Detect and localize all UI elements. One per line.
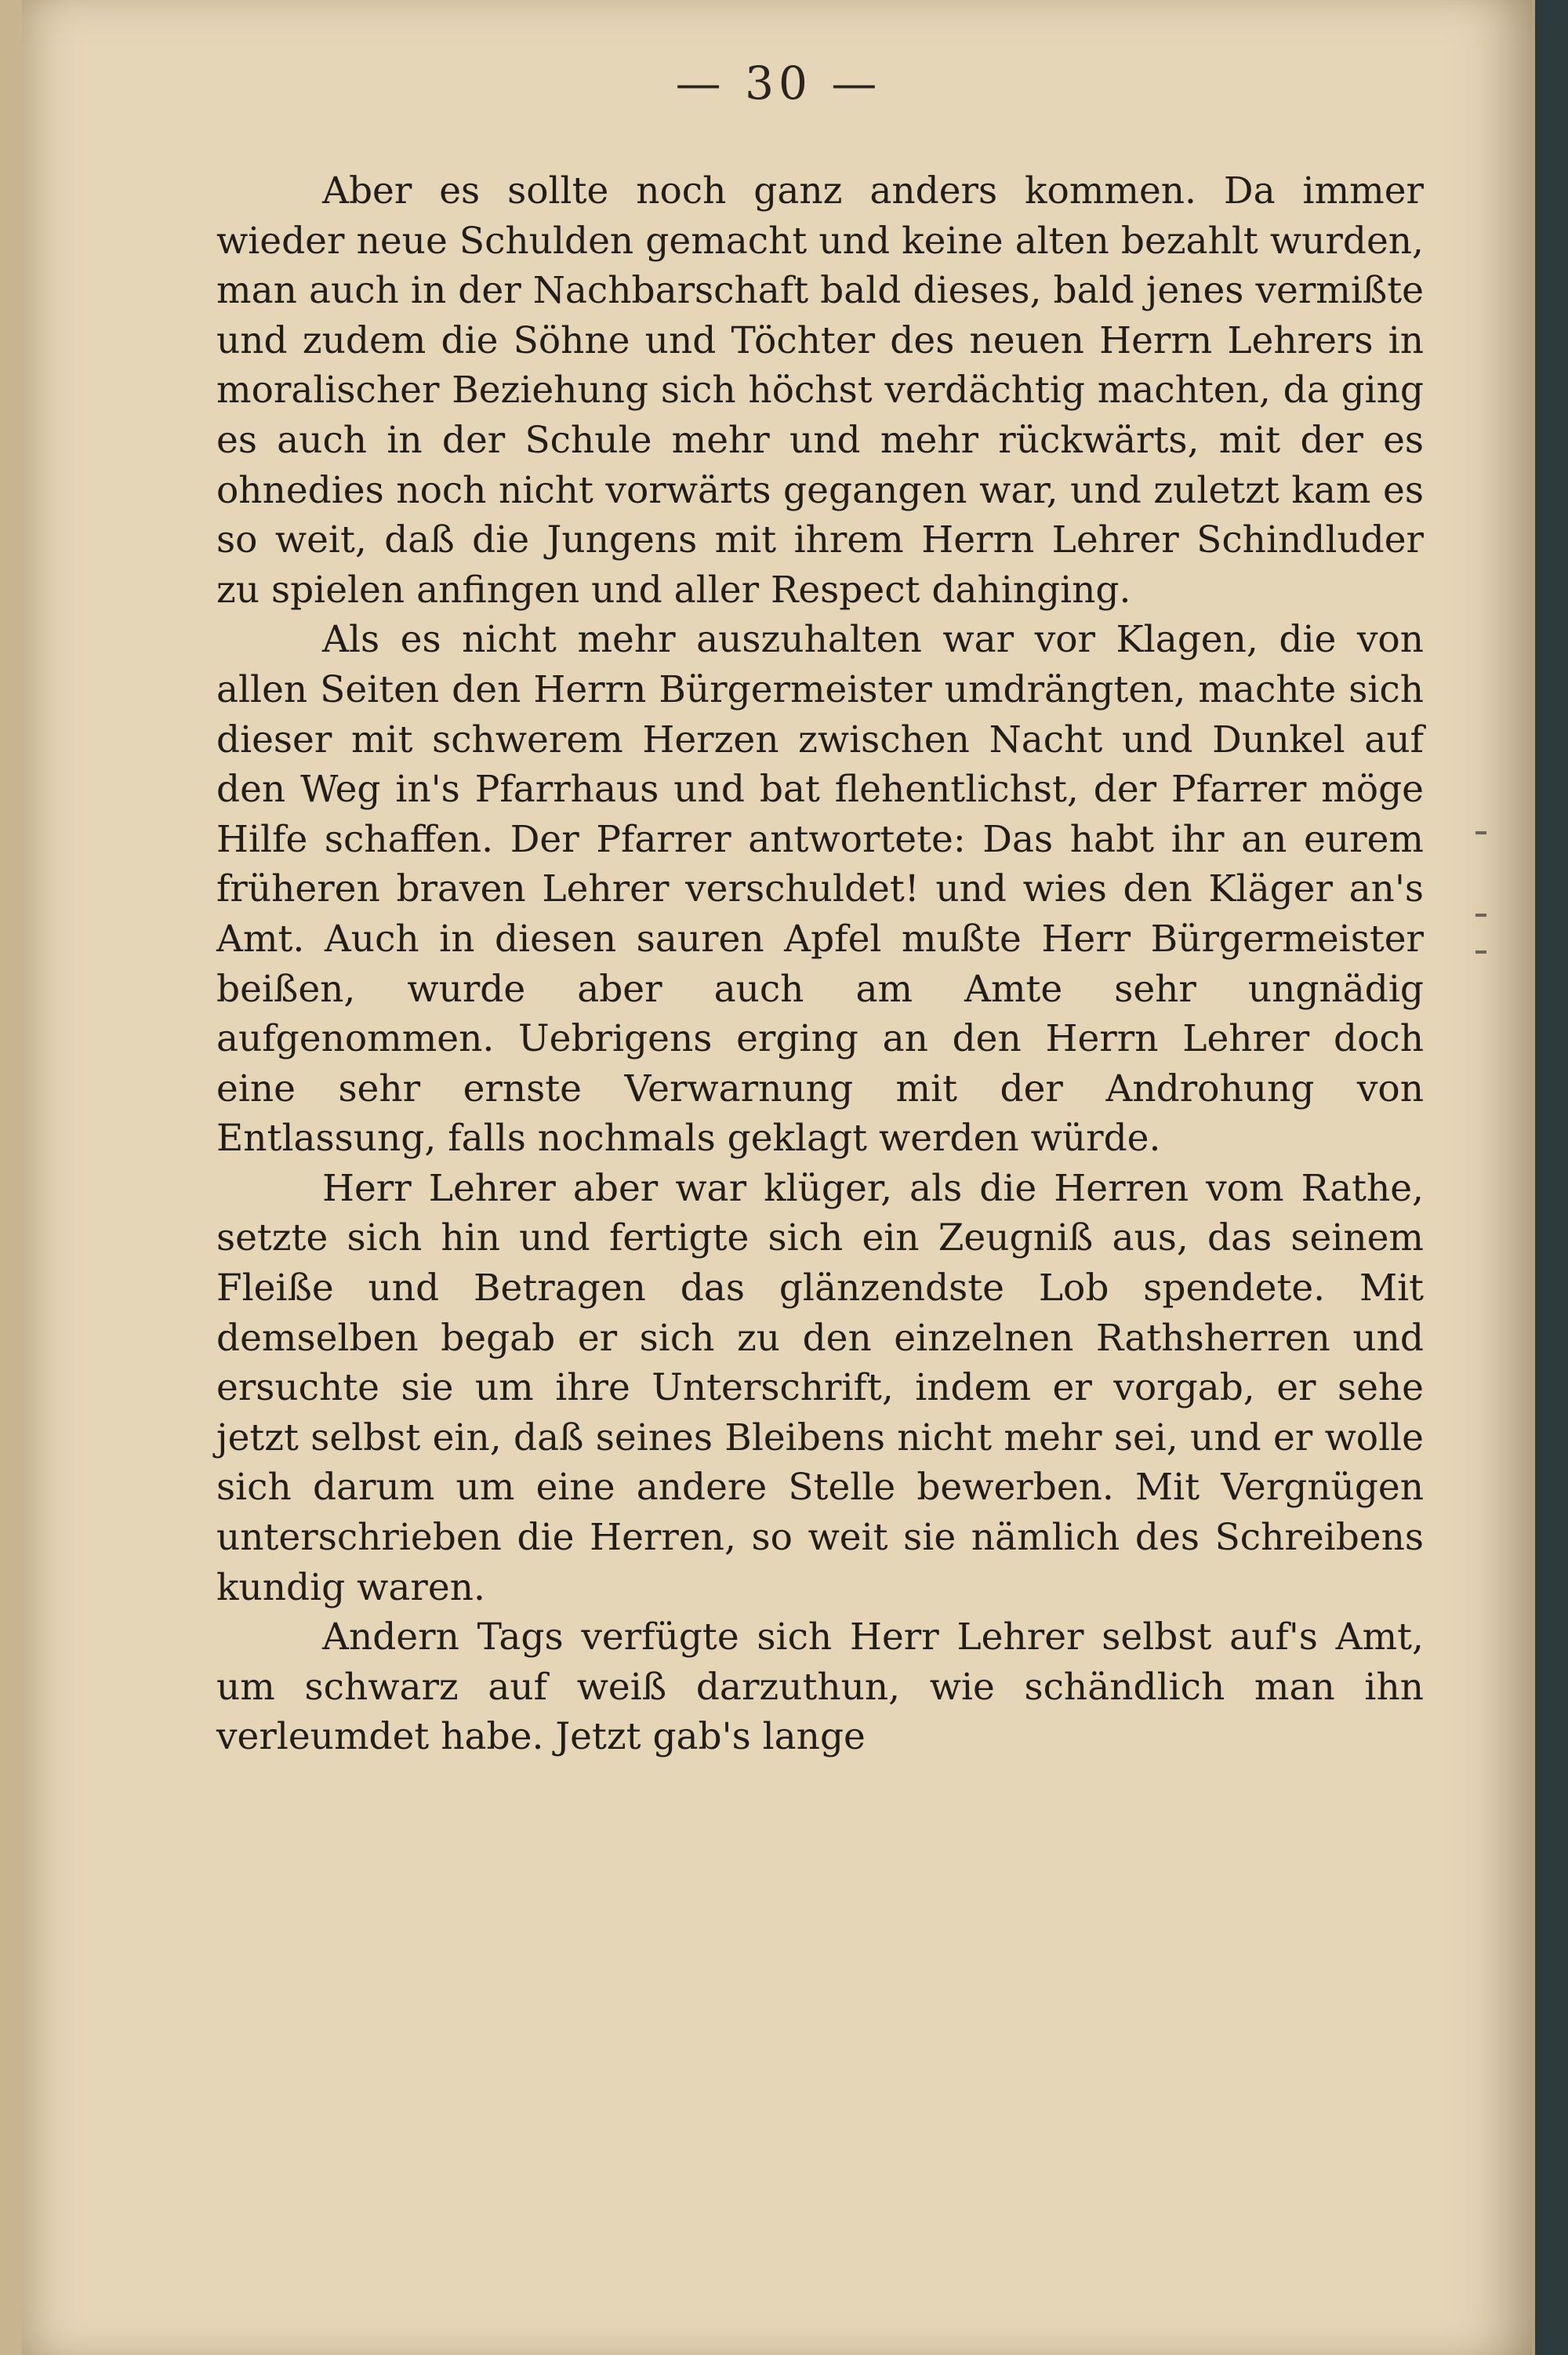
page-left-edge (0, 0, 24, 2355)
paragraph-2: Als es nicht mehr auszuhalten war vor Klagen, die von allen Seiten den Herrn Bürgermeister umdrängten, machte sich dieser mit schwerem Herzen zwischen Nacht und Dunkel auf den Weg in's Pfarrhaus und bat flehentlichst, der Pfarrer möge Hilfe schaffen. Der Pfarrer antwortete: Das habt ihr an eurem früheren braven Lehrer verschuldet! und wies den Kläger an's Amt. Auch in diesen sauren Apfel mußte Herr Bürgermeister beißen, wurde aber auch am Amte sehr ungnädig aufgenommen. Uebrigens erging an den Herrn Lehrer doch eine sehr ernste Verwarnung mit der Androhung von Entlassung, falls nochmals geklagt werden würde. (216, 618, 1424, 1161)
page-number: — 30 — (675, 56, 882, 110)
paragraph-3: Herr Lehrer aber war klüger, als die Herren vom Rathe, setzte sich hin und fertigte sich ein Zeugniß aus, das seinem Fleiße und Betragen das glänzendste Lob spendete. Mit demselben begab er sich zu den einzelnen Rathsherren und ersuchte sie um ihre Unterschrift, indem er vorgab, er sehe jetzt selbst ein, daß seines Bleibens nicht mehr sei, und er wolle sich darum um eine andere Stelle bewerben. Mit Vergnügen unterschrieben die Herren, so weit sie nämlich des Schreibens kundig waren. (216, 1166, 1424, 1609)
margin-dash (1475, 831, 1486, 834)
margin-dash (1475, 914, 1486, 917)
margin-dash (1475, 950, 1486, 954)
paragraph-4: Andern Tags verfügte sich Herr Lehrer selbst auf's Amt, um schwarz auf weiß darzuthun, wie schändlich man ihn verleumdet habe. Jetzt gab's lange (216, 1615, 1424, 1759)
book-spine-edge (1532, 0, 1568, 2355)
paragraph-1: Aber es sollte noch ganz anders kommen. Da immer wieder neue Schulden gemacht und keine alten bezahlt wurden, man auch in der Nachbarschaft bald dieses, bald jenes vermißte und zudem die Söhne und Töchter des neuen Herrn Lehrers in moralischer Beziehung sich höchst verdächtig machten, da ging es auch in der Schule mehr und mehr rückwärts, mit der es ohnedies noch nicht vorwärts gegangen war, und zuletzt kam es so weit, daß die Jungens mit ihrem Herrn Lehrer Schindluder zu spielen anfingen und aller Respect dahinging. (216, 169, 1424, 612)
page-body-text (216, 166, 1424, 1762)
book-page (22, 0, 1535, 2355)
